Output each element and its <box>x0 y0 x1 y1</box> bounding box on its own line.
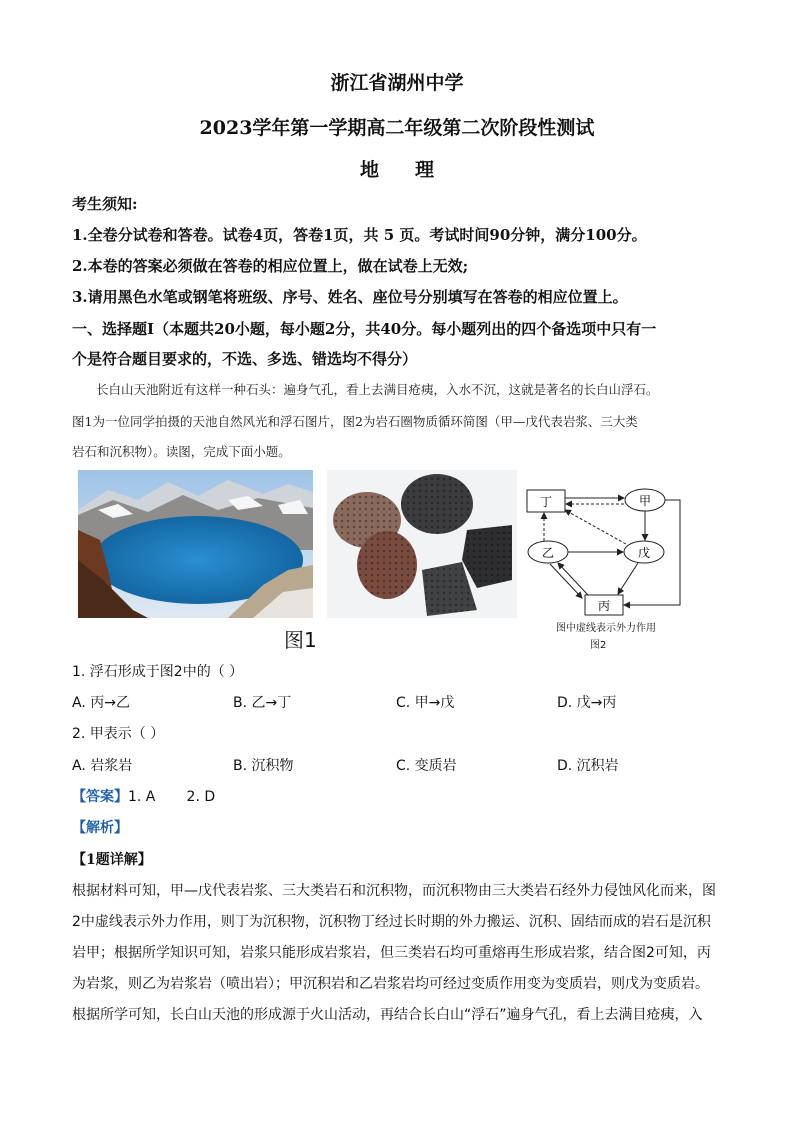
subject-char-2: 理 <box>415 159 435 181</box>
notice-item-1: 1.全卷分试卷和答卷。试卷4页，答卷1页，共 5 页。考试时间90分钟，满分100分。 <box>72 226 647 244</box>
answer-row <box>72 786 215 806</box>
explanation-line-5: 根据所学可知，长白山天池的形成源于火山活动，再结合长白山“浮石”遍身气孔，看上去满目疮痍，入 <box>72 1007 703 1023</box>
exam-title: 2023学年第一学期高二年级第二次阶段性测试 <box>199 117 595 139</box>
question-2-option-c: C. 变质岩 <box>396 758 457 774</box>
node-jia-label: 甲 <box>638 494 652 508</box>
question-2-option-a: A. 岩浆岩 <box>72 758 133 774</box>
question-2-stem: 2. 甲表示（ ） <box>72 726 165 742</box>
node-bing-label: 丙 <box>597 599 611 613</box>
answer-label: 【答案】 <box>72 789 128 805</box>
notice-item-3: 3.请用黑色水笔或钢笔将班级、序号、姓名、座位号分别填写在答卷的相应位置上。 <box>72 288 628 306</box>
detail-label: 【1题详解】 <box>72 852 152 868</box>
section-line-1: 一、选择题Ⅰ（本题共20小题，每小题2分，共40分。每小题列出的四个备选项中只有一 <box>72 320 657 338</box>
node-ding-label: 丁 <box>539 495 553 509</box>
school-name: 浙江省湖州中学 <box>330 72 464 94</box>
question-1-stem: 1. 浮石形成于图2中的（ ） <box>72 664 244 680</box>
explanation-line-2: 2中虚线表示外力作用，则丁为沉积物，沉积物丁经过长时期的外力搬运、沉积、固结而成的岩石是沉积 <box>72 914 711 930</box>
figure-2-label: 图2 <box>590 640 607 651</box>
tianchi-lake-photo <box>78 470 313 618</box>
question-2-option-d: D. 沉积岩 <box>557 758 619 774</box>
section-line-2: 个是符合题目要求的，不选、多选、错选均不得分） <box>72 350 418 368</box>
figure-2-note: 图中虚线表示外力作用 <box>556 623 656 634</box>
subject-title <box>0 155 794 182</box>
node-wu-label: 戊 <box>637 546 651 560</box>
node-yi-label: 乙 <box>541 546 555 560</box>
explanation-line-3: 岩甲；根据所学知识可知，岩浆只能形成岩浆岩，但三类岩石均可重熔再生形成岩浆，结合图2可知，丙 <box>72 945 711 961</box>
notice-item-2: 2.本卷的答案必须做在答卷的相应位置上，做在试卷上无效; <box>72 257 469 275</box>
material-line-3: 岩石和沉积物）。读图，完成下面小题。 <box>72 444 291 459</box>
material-line-2: 图1为一位同学拍摄的天池自然风光和浮石图片，图2为岩石圈物质循环简图（甲—戊代表岩浆、三大类 <box>72 414 638 429</box>
subject-char-1: 地 <box>359 159 379 181</box>
question-2-option-b: B. 沉积物 <box>233 758 294 774</box>
question-1-option-a: A. 丙→乙 <box>72 695 130 711</box>
rock-cycle-diagram <box>520 480 695 630</box>
answer-values: 1. A 2. D <box>128 789 216 805</box>
material-line-1: 长白山天池附近有这样一种石头：遍身气孔，看上去满目疮痍，入水不沉，这就是著名的长白山浮石。 <box>96 382 659 397</box>
pumice-stones-photo <box>327 470 517 618</box>
explanation-line-1: 根据材料可知，甲—戊代表岩浆、三大类岩石和沉积物，而沉积物由三大类岩石经外力侵蚀风化而来，图 <box>72 883 716 899</box>
notice-heading: 考生须知: <box>72 195 138 213</box>
question-1-option-d: D. 戊→丙 <box>557 695 617 711</box>
question-1-option-b: B. 乙→丁 <box>233 695 292 711</box>
explanation-line-4: 为岩浆，则乙为岩浆岩（喷出岩）；甲沉积岩和乙岩浆岩均可经过变质作用变为变质岩，则戊为变质岩。 <box>72 976 709 992</box>
figure-1-label: 图1 <box>284 628 317 652</box>
analysis-label: 【解析】 <box>72 820 128 836</box>
question-1-option-c: C. 甲→戊 <box>396 695 455 711</box>
